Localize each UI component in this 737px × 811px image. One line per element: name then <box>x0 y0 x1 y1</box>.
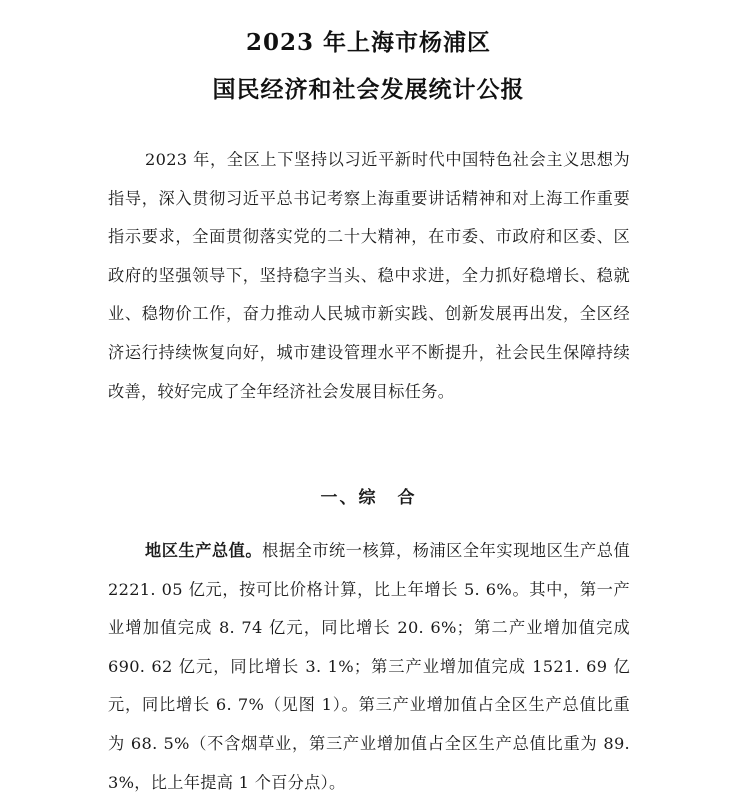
document-title-line-2: 国民经济和社会发展统计公报 <box>212 76 525 103</box>
section-heading-comprehensive <box>0 483 737 508</box>
gdp-text: 根据全市统一核算，杨浦区全年实现地区生产总值 2221. 05 亿元，按可比价格计算，比上年增长 5. 6%。其中，第一产业增加值完成 8. 74 亿元，同比增长 20. 6%；第二产业增加值完成 690. 62 亿元，同比增长 3. 1%；第三产业增加值完成 1521. 69 亿元，同比增长 6. 7%（见图 1）。第三产业增加值占全区生产总值比重为 68. 5%（不含烟草业，第三产业增加值占全区生产总值比重为 89. 3%，比上年提高 1 个百分点）。 <box>108 541 630 792</box>
section-heading-part-2: 合 <box>397 488 417 508</box>
gdp-paragraph <box>108 532 630 802</box>
intro-paragraph: 2023 年，全区上下坚持以习近平新时代中国特色社会主义思想为指导，深入贯彻习近平总书记考察上海重要讲话精神和对上海工作重要指示要求，全面贯彻落实党的二十大精神，在市委、市政府和区委、区政府的坚强领导下，坚持稳字当头、稳中求进，全力抓好稳增长、稳就业、稳物价工作，奋力推动人民城市新实践、创新发展再出发，全区经济运行持续恢复向好，城市建设管理水平不断提升，社会民生保障持续改善，较好完成了全年经济社会发展目标任务。 <box>108 150 630 401</box>
document-title-line-1: 2023 年上海市杨浦区 <box>245 29 492 56</box>
section-heading-part-1: 一、综 <box>320 488 378 508</box>
gdp-term: 地区生产总值。 <box>145 541 263 560</box>
